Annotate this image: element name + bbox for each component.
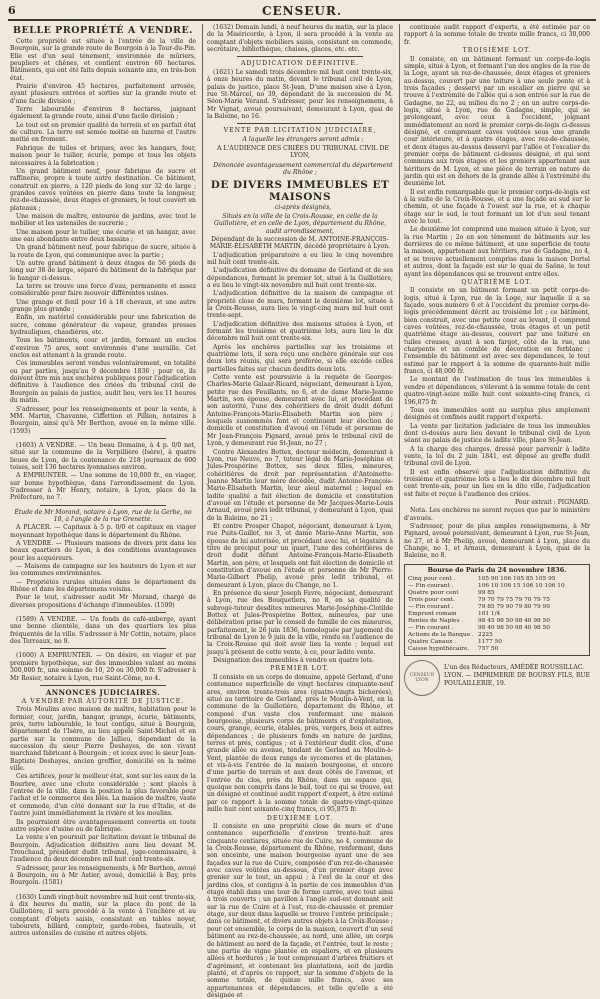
ad-paragraph: Le tout est en premier qualité de terrein et en parfait état de culture. La terre est semée moitié en luzerne et l'autre moitié en froment. [10,121,196,144]
bourse-row [408,590,586,597]
bourse-values: 105 90 106 105 85 105 95 [478,576,556,583]
ad-heading: ADJUDICATION DÉFINITIVE. [240,60,359,68]
separator [40,612,166,613]
bourse-row [408,611,586,618]
ad-paragraph: A EMPRUNTER. — Une somme de 10,000 fr., en viager, sur bonne hypothèque, dans l'arrondissement de Lyon. S'adresser à Mr Henry, notaire, à Lyon, place de la Préfecture, no 7. [10,472,196,502]
ad-paragraph: A PLACER. — Capitaux à 5 p. 0/0 et capitaux en viager moyennant hypothèque dans le département du Rhône. [10,524,196,539]
lot-body [207,674,393,814]
bourse-values: 98 40 98 50 98 40 98 50 [478,625,550,632]
lot-heading: QUATRIÈME LOT. [461,278,533,286]
ad-paragraph: Il consiste, en un bâtiment formant un corps-de-logis simple, situé à Lyon, et formant l'un des angles de la rue de la Loge, ayant un rez-de-chaussée, deux étages et greniers au-dessus, couvert par une toiture à une seule pente et à trois façades ; desservi par un escalier en pierre qui se trouve à l'extrémité de l'allée qui a son entrée sur la rue de Gadagne, no 22, au milieu du no 2 ; en un autre corps-de-logis, situé à Lyon, rue de Gadagne, simple, qui se prolongeant, avec ceux à l'occident, joignant immédiatement au nord le premier corps-de-logis ci-dessus désigné, et comprenant caves voûtées sous une grande cour intérieure, et à quatre étages, avec rez-de-chaussée, et deux étages au-dessus desservi par l'allée et l'escalier du premier corps de bâtiment ci-dessus désigné, et qui sont communs aux trois étages et les greniers appartenant aux héritiers de M. Lyon, et une pièce de terrain en nature de jardin qui est en dehors de la grande allée à l'extrémité du deuxième lot. [404,55,590,188]
lot-body [404,56,590,278]
ad-paragraph: Le montant de l'estimation de tous les immeubles à vendre et dépendances, s'élevant à la somme totale de cent quatre-vingt-seize mille huit cent soixante-cinq francs, ci 196,875 fr. [404,376,590,406]
bourse-row [408,618,586,625]
ad-subheading: A laquelle les étrangers seront admis ; [242,135,364,143]
ad-paragraph: (1589) A VENDRE. — Un fonds de café-auberge, ayant une bonne clientèle, dans un des quartiers les plus fréquentés de la ville. S'adresser à Mr Cottin, notaire, place des Terreaux, no 9. [10,616,196,646]
ad-paragraph: Un grand bâtiment neuf, pour fabrique de sucre et raffinerie, propre à toute autre destination. Ce bâtiment, construit en pierre, a 120 pieds de long sur 32 de large ; grandes caves voûtées en pierre dans toute la longueur, rez-de-chaussée, deux étages et greniers, le tout couvert en plateaux ; [10,167,196,212]
ad-paragraph: continuée audit rapport d'experts, a été estimée par ce rapport à la somme totale de trente mille francs, ci 30,000 fr. [404,24,590,46]
bourse-row [408,597,586,604]
bourse-label: Rentes de Naples . [408,618,464,625]
lot-body [404,287,590,498]
ad-paragraph: (1621) Le samedi trois décembre mil huit cent trente-six, à onze heures du matin, devant le tribunal civil de Lyon, palais de justice, place St-Jean, D'une maison sise à Lyon, rue St-Marcel, no 39, dépendant de la succession de M. Séon-Marie Vérand. S'adresser, pour les renseignemens, à Mr Vignat, avoué poursuivant, demeurant à Lyon, quai de la Baleine, no 16. [207,68,393,120]
bourse-label: Quatre Canaux . [408,639,457,646]
separator [40,890,166,891]
bourse-row [408,604,586,611]
ad-subheading: ci-après désignés, [274,203,332,211]
page-header [8,4,596,20]
ad-paragraph: Désignation des immeubles à vendre en quatre lots. [213,657,374,665]
ad-paragraph: Il est enfin remarquable que le premier corps-de-logis est à la suite de la Croix-Rousse, et a une façade au sud sur le chemin, et une façade à l'ouest sur la rue, et à chaque étage sur le sud, le tout formant un lot d'un seul tenant avec le tout. [404,188,590,226]
separator [40,648,166,649]
ad-body [207,252,393,665]
bourse-label: — Fin courant . [408,583,454,590]
bourse-values: 79 85 79 90 79 80 79 90 [478,604,550,611]
bourse-row [408,639,586,646]
separator [40,438,166,439]
ad-paragraph: Il consiste en un bâtiment formant un petit corps-de-logis, situé à Lyon, rue de la Loge, sur laquelle il a sa façade, sous numéro 6 et à l'occident du premier corps-de-logis précédemment décrit au troisième lot ; ce bâtiment, bien construit, avec une petite cour au levant, il comprend caves voûtées, rez-de-chaussée, trois étages et un petit quatrième étage au-dessus, couvert par une toiture en tuiles creuses, ayant à son fargot, côté de la rue, une charpente et un comble de décoration en ferblanc ; l'ensemble du bâtiment est avec ses dépendances, le tout estimé par le rapport à la somme de quarante-huit mille francs, ci 48,000 fr. [404,287,590,376]
ad-paragraph: Un grand bâtiment neuf, pour fabrique de sucre, située à la route de Lyon, qui communique avec la partie ; [10,244,196,259]
seal-stamp: CENSEUR LYON [404,660,440,696]
header-rule [8,19,596,21]
bourse-row [408,632,586,639]
ad-dependency: Dépendant de la succession de M. ANTOINE-FRANÇOIS-MARIE-ÉLISABETH MARTIN, décédé propriétaire à Lyon. [209,235,391,251]
ad-paragraph: L'adjudication définitive des maisons situées à Lyon, et formant les troisième et quatrième lots, aura lieu le dix décembre mil huit cent trente-six. [207,320,393,343]
ad-subheading: Dénoncée avantageusement commercial du département du Rhône ; [213,161,393,177]
section-subtitle: A VENDRE PAR AUTORITÉ DE JUSTICE. [21,697,185,705]
bourse-values: 2225 [478,632,493,639]
ad-paragraph: L'adjudication préparatoire a eu lieu le cinq novembre mil huit cent trente-six. [207,251,393,266]
separator [237,56,363,57]
ad-paragraph: L'adjudication définitive de la maison de campagne et propriété close de murs, formant le deuxième lot, située à la Croix-Rousse, aura lieu le vingt-cinq mars mil huit cent trente-sept. [207,290,393,320]
separator [40,505,166,506]
ad-heading: VENTE PAR LICITATION JUDICIAIRE, [223,127,377,135]
contact: S'adresser, pour de plus amples renseignemens, à Mr Pignard, avoué poursuivant, demeurant à Lyon, rue St-Jean, no 27, et à Mr Phelip, avoué, demeurant à Lyon, place du Change, no 1, et Arnaux, demeurant à Lyon, quai de la Baleine, no 8. [404,523,590,560]
bourse-label: Emprunt romain [408,611,457,618]
ad-paragraph: Une maison pour le tuilier, une écurie et un hangar, avec une eau abondante entre deux bassins ; [10,228,196,243]
ad-paragraph: Contre Alexandre Bottex, docteur médecin, demeurant à Lyon, rue Neuve, no 7, tuteur légal de Marie-Joséphine et Jules-Prospérine Bottex, ses deux filles, mineures, cohéritières de droit par représentation d'Antoinette-Jeanne Martin leur mère décédée, dudit Antoine-François-Marie-Élisabeth Martin, leur aïeul maternel ; lequel en ladite qualité a fait élection de domicile et constitution d'avoué en l'étude et personne de Mr Jacques-Marie-Louis Arnaud, avoué près ledit tribunal, y demeurant à Lyon, quai de la Baleine, no 21 ; [207,448,393,522]
bourse-title: Bourse de Paris du 24 novembre 1836. [427,565,567,574]
ad-paragraph: Terre labourable d'environ 8 hectares, jaignant également la grande route, ainsi d'une facile division ; [10,106,196,121]
editor-line: L'un des Rédacteurs, AMÉDÉE ROUSSILLAC. [444,664,584,672]
column-2 [207,24,393,999]
ad-paragraph: Il consiste en une propriété close de murs et d'une contenance superficielle d'environ trente-huit ares cinquante centiares, située rue de Cuire, no 4, commune de la Croix-Rousse, département du Rhône, renfermant, dans son enceinte, une maison bourgeoise ayant une de ses façades sur la rue de Cuire, composée d'un rez-de-chaussée avec caves voûtées au-dessous, d'un premier étage avec grenier sur le tout, un appui ; à l'est de la cour et des jardins clos, et contigus à la partie de ces immeubles d'un étage établi dans une tour de forme carrée, avec tout ainsi à trois couverts ; un pavillon à l'angle sud-est donnant soit sur la rue de Cuire et à l'est, rez-de-chaussée et premier étage, sur deux dans laquelle se trouve l'entrée principale ; dans ce bâtiment, et divers autres objets à la Croix-Rousse ; pour cet ensemble, le corps de la maison, couvert d'un seul bâtiment au rez-de-chaussée, au nord, une allée, un corps de bâtiment au nord de la façade, et l'entrée, tout le reste ; une partie de vigne plantée en espaliers, et en plusieurs allées et hordures ; le tout comprenant d'arbres fruitiers et d'agrément, et contenant les plantations, soit de jardin planté, et d'après ce rapport, sur la somme d'objets de la somme totale, de quinze mille francs, avec ses appartenances et dépendances, et telle qu'elle a été désignée et [207,823,393,999]
ad-paragraph: — Propriétés rurales situées dans le département du Rhône et dans les départemens voisins. [10,578,196,594]
ad-paragraph: (1630) Lundi vingt-huit novembre mil huit cent trente-six, à dix heures du matin, sur la place du pont de la Guillotière, il sera procédé à la vente à l'enchère et au comptant d'objets saisis, consistant en tables noyer, tabourets, billard, comptoir, garde-robes, fauteuils, et autres ustensiles de cuisine et autres objets. [10,893,196,938]
bourse-values: 99 85 [478,590,495,597]
ad-body [10,38,196,435]
bourse-row [408,646,586,653]
lot-heading: PREMIER LOT. [270,665,330,673]
ad-paragraph: Prairie d'environ 45 hectares, parfaitement arrosée, ayant plusieurs entrées et sorties sur la grande route et d'une facile division ; [10,83,196,105]
page-number: 6 [8,4,16,17]
ad-paragraph: Trois Moulins avec maison de maître, habitation pour le fermier, cour, jardin, hangar, grange, écurie, bâtiments, prés, terre labourable, le tout contigu, situé à Bourgoin, département de l'Isère, au lieu appelé Saint-Michel et en partie sur la commune de Jallieu, dépendant de la succession du sieur Pierre Deshayes, de son vivant marchand fabricant à Bourgoin ; et iceux avec le sieur Jean-Baptiste Deshayes, ancien greffier, domicilié en la même ville. [10,706,196,773]
bourse-label: Caisse hypothécaire. [408,646,470,653]
ad-paragraph: Cette vente est poursuivie à la requête de Georges-Charles-Marie Galaar-Ricard, négociant, demeurant à Lyon, petite rue des Feuillants, no 6, et de dame Marie-Jeanne Martin, son épouse, demeurant avec lui, et procédant de son autorité, l'une des cohéritiers de droit dudit défunt Antoine-François-Marie-Élisabeth Martin son père ; lesquels susnommés font et continuent leur élection de domicile et constitution d'avoué en l'étude et personne de Mr Jean-François Pignard, avoué près le tribunal civil de Lyon, y demeurant rue St-Jean, no 27 ; [207,374,393,448]
ad-paragraph: S'adresser, pour les renseignements et pour la vente, à MM. Martin, Chavanne, Ciffettion et Pillion, notaires à Bourgoin, ainsi qu'à Mr Berthon, avoué en la même ville. (1593) [10,405,196,435]
bourse-row [408,625,586,632]
ad-location: Situés en la ville de la Croix-Rousse, en celle de la Guillotière, et en celle de Lyon, département du Rhône, audit arrondissement, [213,212,387,235]
ad-paragraph: Une maison de maître, entourée de jardins, avec tout le mobilier et les ustensiles de sucrerie ; [10,212,196,228]
bourse-label: Trois pour cent. [408,597,455,604]
ad-paragraph: Et contre Prosper Chapot, négociant, demeurant à Lyon, rue Puits-Gaillot, no 3, et dame Marie-Anne Martin, son épouse de lui autorisée, et procédant avec lui, et légataire à titre de préciput pour un quart, l'une des cohéritières de droit dudit défunt Antoine-François-Marie-Élisabeth Martin, son père, et lesquels ont fait élection de domicile et constitution d'avoué en l'étude et personne de Mr Pierre-Marie-Gilbert Phelip, avoué près ledit tribunal, et demeurant à Lyon, place du Change, no 1. [207,522,393,589]
note: Nota. Les enchères ne seront reçues que par le ministère d'avoués. [404,507,590,522]
column-divider [202,24,203,890]
separator [237,123,363,124]
ad-subheading: A L'AUDIENCE DES CRIÉES DU TRIBUNAL CIVIL DE LYON, [217,145,389,160]
ad-paragraph: Le deuxième lot comprend une maison située à Lyon, sur la rue Martin ; 2o en son ténement de bâtiments sur les derrières de ce même bâtiment, et une superficie de toute la maison, appartenant aux héritiers, rue de Gadagne, no 4, et se trouve actuellement comprise dans la maison Dortel et autres, dont la façade est sur le quai de Saône, le tout ayant les dépendances qui se trouvent entre elles. [404,226,590,278]
ad-headline: DE DIVERS IMMEUBLES ET MAISONS [210,178,390,203]
bourse-values: 98 45 98 50 98 40 98 50 [478,618,550,625]
ad-paragraph: La vente par licitation judiciaire de tous les immeubles dont ci-dessus aura lieu devant le tribunal civil de Lyon séant au palais de justice de ladite ville, place St-Jean. [404,422,590,445]
lot-heading: DEUXIÈME LOT. [266,814,334,822]
bourse-values: 106 10 106 15 106 10 106 10 [478,583,565,590]
separator [40,685,166,686]
ad-heading: Étude de Mr Morand, notaire à Lyon, rue de la Gerbe, no 18, à l'angle de la rue Grenette. [14,508,192,523]
ad-paragraph: L'adjudication définitive du domaine de Gerland et de ses dépendances, formant le premier lot, situé à la Guillotière, a eu lieu le vingt-six novembre mil huit cent trente-six. [207,267,393,289]
ad-paragraph: A VENDRE. — Plusieurs maisons de divers prix dans les beaux quartiers de Lyon, à des conditions avantageuses pour les acquéreurs. [10,540,196,562]
ad-title: BELLE PROPRIÉTÉ A VENDRE. [13,25,193,36]
ad-paragraph: (1603) A VENDRE. — Un beau Domaine, à 4 p. 0/0 net, situé sur la commune de la Verpillière (Isère), à quatre lieues de Lyon, de la contenance de 218 journaux de 600 toises, soit 136 hectares lyonnaises environ. [10,441,196,471]
ad-paragraph: La terre se trouve une force d'eau, permanente et assez considérable pour faire mouvoir différentes usines. [10,283,196,298]
ad-body [10,524,196,609]
bourse-values: 79 70 79 75 79 70 79 75 [478,597,550,604]
column-divider [399,24,400,890]
ad-paragraph: Enfin, un matériel considérable pour une fabrication de sucre, comme générateur de vapeur, grandes presses hydrauliques, chaudières, etc. [10,314,196,337]
ad-paragraph: (1600) A EMPRUNTER. — On désire, en viager et par première hypothèque, sur des immeubles valant au moins 300,000 fr., une somme de 10, 20 ou 30,000 fr. S'adresser à Mr Rosier, notaire à Lyon, rue Saint-Côme, no 4. [10,652,196,682]
ad-paragraph: Un autre grand bâtiment à deux étages de 56 pieds de long sur 38 de large, séparé du bâtiment de la fabrique par le hangar ci-dessus. [10,259,196,282]
bourse-values: 1177 50 [478,639,502,646]
ad-paragraph: La vente s'en poursuit par licitation devant le tribunal de Bourgoin. Adjudication définitive aura lieu devant M. Trouchaud, président dudit tribunal, juge-commissaire, à l'audience du deux décembre mil huit cent trente-six. [10,834,196,864]
ad-paragraph: Tous ces immeubles sont au surplus plus amplement désignés et confinés audit rapport d'experts. [404,406,590,422]
ad-paragraph: Il consiste en un corps de domaine, appelé Gerland, d'une contenance superficielle de vingt hectares cinquante-neuf ares, environ trente-trois ares (quatre-vingts bicherées), situé au territoire de Gerland, près le Moulin-à-Vent, en la commune de la Guillotière, département du Rhône, et composé d'un vaste clos renfermant une maison bourgeoise, plusieurs corps de bâtiments et d'exploitation, cours, grange, écurie, étables, prés, vergers, bois et autres dépendances ; de plusieurs fonds en nature de jardins, terres et prés, contigus ; et à l'extérieur dudit clos, d'une grande allée ou avenue, tendant de Gerland au Moulin-à-Vent, plantée de deux rangs de sycomores et de platanes, et vis-à-vis l'entrée de la maison bourgeoise, et encore d'une partie de terrain et aux deux côtés de l'avenue, et l'entrée du clos, près du Rhône, dans un espace qui, quoique non compris dans le bail, tout ce qui se trouve, est un désigné et continué audit rapport d'expert, à être estimé par ce rapport à la somme totale de quatre-vingt-quinze mille huit cent soixante-cinq francs, ci 95,875 fr. [207,673,393,814]
ad-paragraph: Ils pourraient être avantageusement convertis en toute autre espèce d'usine ou de fabrique. [10,818,196,833]
ad-paragraph: A la charge des charges, dressé pour parvenir à ladite vente, la loi du 2 juin 1841, est déposé au greffe dudit tribunal civil de Lyon. [404,445,590,468]
signature: Pour extrait : PIGNARD. [515,498,590,506]
ad-paragraph: Une grange et fenil pour 16 à 18 chevaux, et une autre grange plus grande ; [10,298,196,314]
bourse-label: Quatre pour cent [408,590,459,597]
bourse-label: Cinq pour cent . [408,576,456,583]
footer [404,660,590,700]
bourse-values: 757 50 [478,646,499,653]
ad-paragraph: Ces artifices, pour le meilleur état, sont sur les eaux de la Bourbre, avec une chute considérable ; sont placés à l'entrée de la ville, dans la position la plus favorable pour l'achat et le commerce des blés. La maison de maître, vaste et commode, d'un côté donnant sur la rue d'Italie, et de l'autre joint immédiatement la rivière et les moulins. [10,773,196,818]
column-3 [404,24,590,890]
ad-paragraph: Pour le tout, s'adresser audit Mr Morand, chargé de diverses propositions d'échange d'immeubles. (1599) [10,594,196,609]
ad-paragraph: Après les enchères partielles sur les troisième et quatrième lots, il sera reçu une enchère générale sur ces deux lots réunis, qui sera préférée, si elle excède celles partielles faites sur chacun desdits deux lots. [207,343,393,373]
lot-heading: TROISIÈME LOT. [462,47,532,55]
printer-line: LYON. — IMPRIMERIE DE BOURSY FILS, RUE POULAILLERIE, 19. [444,672,590,688]
section-title: ANNONCES JUDICIAIRES. [45,687,161,697]
bourse-rows [408,576,586,653]
ad-paragraph: Fabrique de tuiles et briques, avec les hangars, four, maison pour le tuilier, écurie, pompe et tous les objets nécessaires à la fabrication ; [10,144,196,167]
ad-paragraph: — Maisons de campagne sur les hauteurs de Lyon et sur les communes environnantes. [10,563,196,578]
newspaper-title: CENSEUR. [261,4,343,18]
ad-paragraph: Il est enfin observé que l'adjudication définitive du troisième et quatrième lots a lieu le dix décembre mil huit cent trente-six, pour un lieu en la dite ville, l'adjudication est faite et reçue à l'audience des criées. [404,468,590,498]
column-1 [10,24,196,938]
ad-paragraph: Ces immeubles seront vendus volontairement, en totalité ou par parties, jusqu'au 9 décembre 1836 ; pour ce, ils doivent être mis aux enchères publiques pour l'adjudication définitive à l'audience des criées du tribunal civil de Bourgoin au palais de justice, audit lieu, vers les 11 heures du matin. [10,360,196,405]
ad-paragraph: En présence du sieur Joseph Favre, négociant, demeurant à Lyon, rue des Bouquetiers, no 8, en sa qualité de subrogé-tuteur desdites mineures Marie-Joséphine-Clotilde Bottex et Jules-Prospérine Bottex, mineures, par une délibération prise par le conseil de famille de ces mineures, parfaitement, le 26 juin 1836, homologuée par jugement du tribunal de Lyon le 9 juin de la ville, rendu en l'audience de la Croix-Rousse qui doit avoir lieu la vente ; lequel est jusqu'à présent de cette vente, à ce, pour ladite vente. [207,590,393,656]
bourse-label: — Fin courant . [408,604,454,611]
bourse-table [404,564,590,656]
ad-paragraph: Cette propriété est située à l'entrée de la ville de Bourgoin, sur la grande route de Bourgoin à la Tour-du-Pin. Elle est d'un seul ténement, environnée de mûriers, peupliers et chênes, et contient environ 60 hectares. Bâtiments, qui ont été faits depuis soixante ans, en très-bon état. [10,38,196,82]
ad-paragraph: Tous les bâtiments, cour et jardin, formant un enclos d'environ 75 ares, sont environnés d'une muraille. Cet enclos est attenant à la grande route. [10,337,196,360]
ad-paragraph: (1632) Demain lundi, à neuf heures du matin, sur la place de la Miséricorde, à Lyon, il sera procédé à la vente au comptant d'objets mobiliers saisis, consistant en commode, secrétaire, bibliothèque, chaises, glaces, etc. etc. [207,24,393,54]
bourse-label: — Fin courant . [408,625,454,632]
ad-body [10,706,196,886]
bourse-label: Actions de la Banque . [408,632,474,639]
bourse-row [408,583,586,590]
bourse-values: 101 1/4 [478,611,501,618]
bourse-row [408,576,586,583]
footer-text [444,664,590,688]
lot-body [207,823,393,999]
ad-paragraph: S'adresser, pour les renseignements, à Mr Berthon, avoué à Bourgoin, ou à Mr Astier, avoué, domicilié à Bay, près Bourgoin. (1581) [10,864,196,887]
